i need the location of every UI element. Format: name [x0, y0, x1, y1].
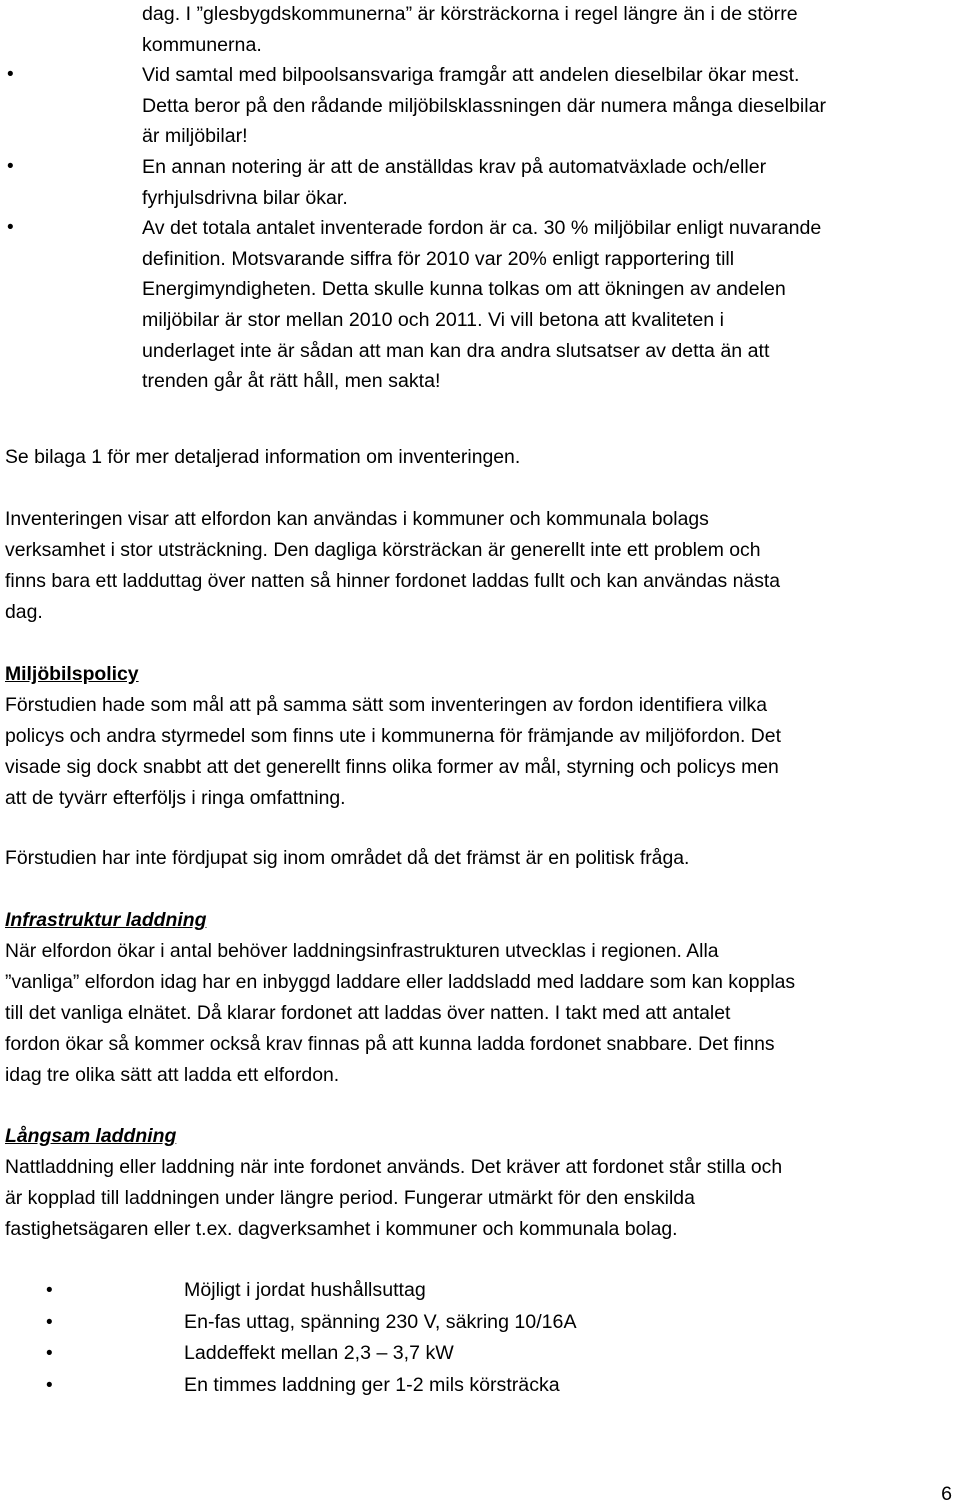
- text-line: Förstudien hade som mål att på samma sätt som inventeringen av fordon identifiera vilka: [5, 694, 768, 716]
- text-line: finns bara ett ladduttag över natten så hinner fordonet laddas fullt och kan användas nästa: [5, 570, 781, 592]
- text-line: Inventeringen visar att elfordon kan användas i kommuner och kommunala bolags: [5, 508, 709, 530]
- list-item: [0, 1307, 960, 1339]
- text-line: fordon ökar så kommer också krav finnas på att kunna ladda fordonet snabbare. Det finns: [5, 1033, 775, 1055]
- list-item-text: En-fas uttag, spänning 230 V, säkring 10/16A: [184, 1310, 577, 1333]
- text-line: policys och andra styrmedel som finns ute i kommunerna för främjande av miljöfordon. Det: [5, 725, 781, 747]
- top-bullet-list: [0, 0, 960, 397]
- text-line: miljöbilar är stor mellan 2010 och 2011. Vi vill betona att kvaliteten i: [142, 308, 724, 331]
- text-line: fastighetsägaren eller t.ex. dagverksamhet i kommuner och kommunala bolag.: [5, 1218, 678, 1240]
- text-line: När elfordon ökar i antal behöver laddningsinfrastrukturen utvecklas i regionen. Alla: [5, 940, 719, 962]
- page-number: 6: [941, 1483, 952, 1505]
- text-line: är kopplad till laddningen under längre period. Fungerar utmärkt för den enskilda: [5, 1187, 695, 1209]
- bullet-icon: •: [46, 1311, 53, 1333]
- section-heading: Långsam laddning: [5, 1125, 177, 1147]
- infrastruktur-section: [5, 905, 957, 1091]
- text-line: Detta beror på den rådande miljöbilsklassningen där numera många dieselbilar: [142, 94, 827, 117]
- text-line: Av det totala antalet inventerade fordon är ca. 30 % miljöbilar enligt nuvarande: [142, 217, 822, 240]
- inventering-paragraph: [5, 504, 957, 628]
- text-line: Nattladdning eller laddning när inte fordonet används. Det kräver att fordonet står stilla och: [5, 1156, 783, 1178]
- bullet-icon: •: [7, 155, 14, 177]
- text-line: att de tyvärr efterföljs i ringa omfattning.: [5, 787, 346, 809]
- text-line: underlaget inte är sådan att man kan dra andra slutsatser av detta än att: [142, 339, 770, 362]
- bullet-icon: •: [7, 217, 14, 239]
- text-line: definition. Motsvarande siffra för 2010 var 20% enligt rapportering till: [142, 247, 735, 270]
- langsam-laddning-section: [5, 1121, 957, 1245]
- text-line: Vid samtal med bilpoolsansvariga framgår att andelen dieselbilar ökar mest.: [142, 64, 800, 87]
- text-line: till det vanliga elnätet. Då klarar fordonet att laddas över natten. I takt med att antalet: [5, 1002, 731, 1024]
- list-item: [0, 60, 960, 152]
- text-line: trenden går åt rätt håll, men sakta!: [142, 370, 441, 393]
- section-heading: Miljöbilspolicy: [5, 663, 139, 685]
- text-line: Energimyndigheten. Detta skulle kunna tolkas om att ökningen av andelen: [142, 278, 786, 301]
- list-item-text: Laddeffekt mellan 2,3 – 3,7 kW: [184, 1342, 454, 1365]
- section-heading: Infrastruktur laddning: [5, 909, 207, 931]
- bullet-icon: •: [7, 64, 14, 86]
- list-item-text: En timmes laddning ger 1-2 mils körsträcka: [184, 1373, 560, 1396]
- bullet-icon: •: [46, 1343, 53, 1365]
- text-line: fyrhjulsdrivna bilar ökar.: [142, 186, 348, 209]
- charging-facts-list: [0, 1275, 960, 1401]
- text-line: En annan notering är att de anställdas krav på automatväxlade och/eller: [142, 155, 767, 178]
- list-item: [0, 152, 960, 213]
- text-line: verksamhet i stor utsträckning. Den dagliga körsträckan är generellt inte ett problem och: [5, 539, 761, 561]
- list-item: [0, 0, 960, 60]
- text-line: ”vanliga” elfordon idag har en inbyggd laddare eller laddsladd med laddare som kan kopplas: [5, 971, 796, 993]
- bilaga-paragraph: Se bilaga 1 för mer detaljerad information om inventeringen.: [5, 446, 521, 468]
- bullet-icon: •: [46, 1280, 53, 1301]
- text-line: visade sig dock snabbt att det generellt finns olika former av mål, styrning och policys men: [5, 756, 779, 778]
- list-item: [0, 1275, 960, 1307]
- forstudien-paragraph: Förstudien har inte fördjupat sig inom området då det främst är en politisk fråga.: [5, 847, 690, 869]
- miljobilspolicy-section: [5, 659, 957, 814]
- text-line: dag.: [5, 601, 43, 623]
- bullet-icon: •: [46, 1374, 53, 1396]
- list-item: [0, 1338, 960, 1370]
- list-item: [0, 213, 960, 397]
- list-item: [0, 1370, 960, 1402]
- text-line: är miljöbilar!: [142, 125, 248, 148]
- text-line: kommunerna.: [142, 33, 262, 56]
- text-line: dag. I ”glesbygdskommunerna” är körsträckorna i regel längre än i de större: [142, 3, 798, 25]
- list-item-text: Möjligt i jordat hushållsuttag: [184, 1279, 426, 1301]
- text-line: idag tre olika sätt att ladda ett elfordon.: [5, 1064, 340, 1086]
